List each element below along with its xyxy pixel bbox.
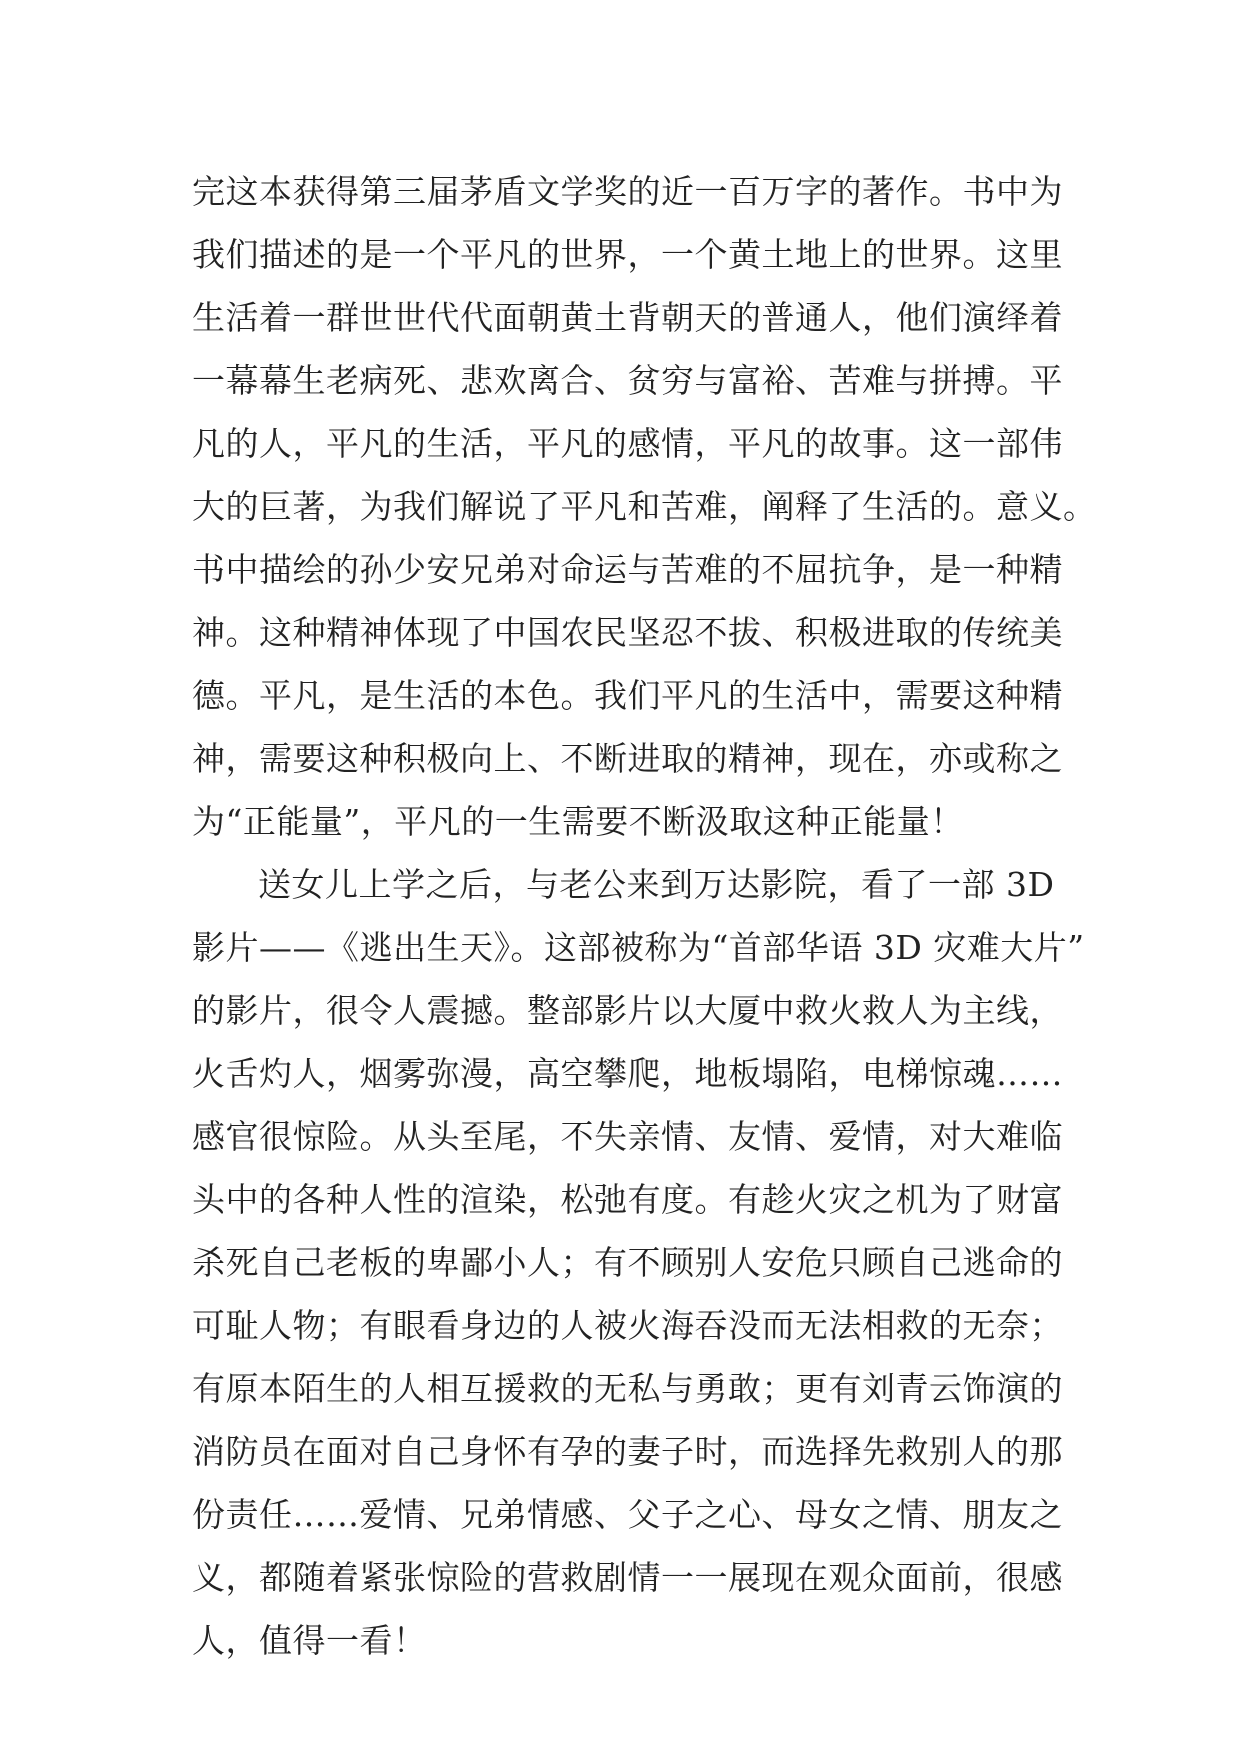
document-body xyxy=(192,160,1097,1672)
text-line: 的影片，很令人震撼。整部影片以大厦中救火救人为主线， xyxy=(192,991,1063,1030)
text-line: 杀死自己老板的卑鄙小人；有不顾别人安危只顾自己逃命的 xyxy=(192,1243,1063,1282)
text-line: 消防员在面对自己身怀有孕的妻子时，而选择先救别人的那 xyxy=(192,1432,1063,1471)
text-line: 份责任……爱情、兄弟情感、父子之心、母女之情、朋友之 xyxy=(192,1495,1063,1534)
text-line: 感官很惊险。从头至尾，不失亲情、友情、爱情，对大难临 xyxy=(192,1117,1063,1156)
text-line: 神，需要这种积极向上、不断进取的精神，现在，亦或称之 xyxy=(192,739,1063,778)
text-line: 影片——《逃出生天》。这部被称为“首部华语 3D 灾难大片” xyxy=(192,928,1085,967)
text-line: 完这本获得第三届茅盾文学奖的近一百万字的著作。书中为 xyxy=(192,172,1063,211)
text-line: 德。平凡，是生活的本色。我们平凡的生活中，需要这种精 xyxy=(192,676,1063,715)
text-line: 火舌灼人，烟雾弥漫，高空攀爬，地板塌陷，电梯惊魂…… xyxy=(192,1054,1063,1093)
text-line: 为“正能量”，平凡的一生需要不断汲取这种正能量！ xyxy=(192,802,964,841)
text-line: 可耻人物；有眼看身边的人被火海吞没而无法相救的无奈； xyxy=(192,1306,1063,1345)
text-line: 送女儿上学之后，与老公来到万达影院，看了一部 3D xyxy=(258,865,1055,904)
paragraph xyxy=(192,160,1097,853)
text-line: 人，值得一看！ xyxy=(192,1621,427,1660)
text-line: 有原本陌生的人相互援救的无私与勇敢；更有刘青云饰演的 xyxy=(192,1369,1063,1408)
text-line: 一幕幕生老病死、悲欢离合、贫穷与富裕、苦难与拼搏。平 xyxy=(192,361,1063,400)
text-line: 书中描绘的孙少安兄弟对命运与苦难的不屈抗争，是一种精 xyxy=(192,550,1063,589)
text-line: 凡的人，平凡的生活，平凡的感情，平凡的故事。这一部伟 xyxy=(192,424,1063,463)
text-line: 大的巨著，为我们解说了平凡和苦难，阐释了生活的。意义。 xyxy=(192,487,1097,526)
text-line: 义，都随着紧张惊险的营救剧情一一展现在观众面前，很感 xyxy=(192,1558,1063,1597)
text-line: 头中的各种人性的渲染，松弛有度。有趁火灾之机为了财富 xyxy=(192,1180,1063,1219)
text-line: 我们描述的是一个平凡的世界，一个黄土地上的世界。这里 xyxy=(192,235,1063,274)
text-line: 生活着一群世世代代面朝黄土背朝天的普通人，他们演绎着 xyxy=(192,298,1063,337)
paragraph xyxy=(192,853,1085,1672)
text-line: 神。这种精神体现了中国农民坚忍不拔、积极进取的传统美 xyxy=(192,613,1063,652)
